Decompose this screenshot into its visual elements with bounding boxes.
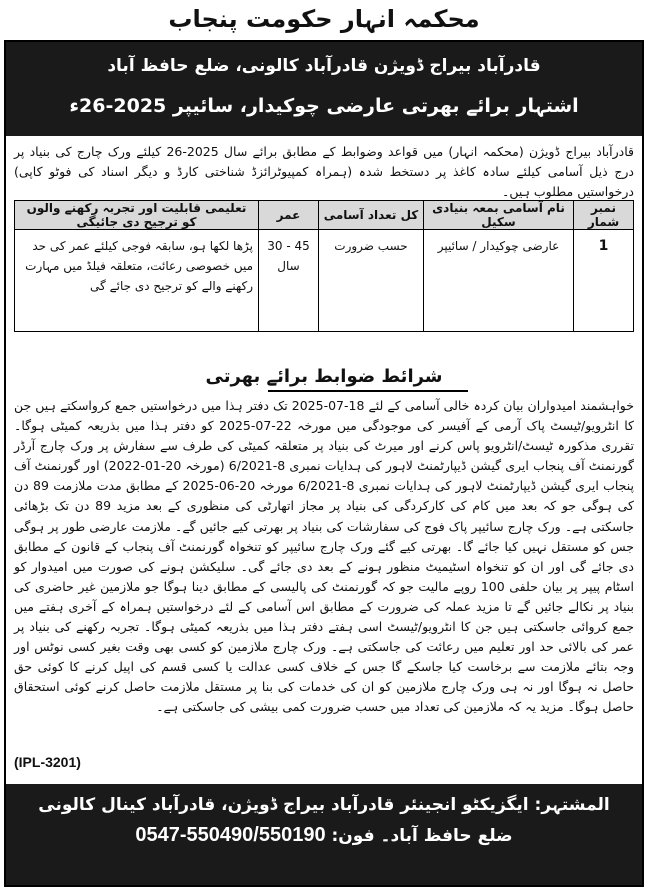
conditions-underline <box>268 390 468 392</box>
phone-number: 0547-550490/550190 <box>135 824 326 846</box>
intro-paragraph: قادرآباد بیراج ڈویژن (محکمہ انہار) میں قواعد وضوابط کے مطابق برائے سال 2025-26 کیلئے ورک چارج کی بنیاد پر درج ذیل آسامی کیلئے سادہ کاغذ پر دستخط شدہ (ہمراہ کمپیوٹرائزڈ شناختی کارڈ و دیگر اسناد کی فوٹو کاپی) درخواستیں مطلوب ہیں۔ <box>14 144 635 199</box>
header-post: نام آسامی بمعہ بنیادی سکیل <box>424 201 574 230</box>
header-band <box>6 42 642 136</box>
table-header-row <box>15 201 634 230</box>
footer-band <box>6 784 642 885</box>
header-qualification: تعلیمی قابلیت اور تجربہ رکھنے والوں کو ترجیح دی جائیگی <box>15 201 259 230</box>
header-count: کل تعداد آسامی <box>319 201 424 230</box>
conditions-text: خواہشمند امیدواران بیان کردہ خالی آسامی کے لئے 18-07-2025 تک دفتر ہذا میں درخواستیں جمع کرواسکتے ہیں جن کا انٹرویو/ٹیسٹ پاک آرمی کے آفیسر کی موجودگی میں مورخہ 22-07-2025 کو دفتر ہذا میں بذریعہ کمیٹی ہوگا۔ تقرری مذکورہ ٹیسٹ/انٹرویو پاس کرنے اور میرٹ کی بنیاد پر متعلقہ کمیٹی کی طرف سے سفارش پر ورک چارج آرڈر گورنمنٹ آف پنجاب ایری گیشن ڈیپارٹمنٹ لاہور کی ہدایات نمبری 8-6/2021 (مورخہ 20-01-2022) اور گورنمنٹ آف پنجاب ایری گیشن ڈیپارٹمنٹ لاہور کی ہدایات نمبری 8-6/2021 مورخہ 20-06-2025 کے مطابق مدت ملازمت 89 دن کی ہوگی جو کہ بعد میں کام کی کارکردگی کی بنیاد پر مجاز اتھارٹی کی منظوری کے بعد مزید 89 دن تک بڑھائی جاسکتی ہے۔ ورک چارج سائیپر پاک فوج کی سفارشات کی بنیاد پر بھرتی کیے جائیں گے۔ ملازمت عارضی طور پر ہوگی جس کو مستقل نہیں کیا جائے گا۔ بھرتی کیے گئے ورک چارج سائیپر کو تنخواہ گورنمنٹ آف پنجاب کے قانون کے مطابق دی جائے گی اور ان کو تنخواہ اسٹیمیٹ منظور ہونے کے بعد دی جائے گی۔ سلیکشن ہونے کی صورت میں امیدوار کو اسٹام پیپر پر بیان حلفی 100 روپے مالیت جو کہ گورنمنٹ کی پالیسی کے مطابق دینا ہوگا جو ملازمین غیر حاضری کی بنیاد پر نکالے جائیں گے تا مزید عملہ کی ضرورت کے مطابق اس آسامی کے لئے درخواستیں ہمراہ کے آخری ہفتے میں جمع کروائی جاسکتی ہیں جن کا انٹرویو/ٹیسٹ اسی ہفتے دفتر ہذا میں بذریعہ کمیٹی ہوگا۔ تجربہ رکھنے کی بنیاد پر عمر کی بالائی حد اور تعلیم میں رعائت کی جاسکتی ہے۔ ورک چارج ملازمین کو کسی بھی وقت بغیر کسی نوٹس اور وجہ بتائے ملازمت سے برخاست کیا جاسکے گا جس کے خلاف کسی عدالت یا کسی قسم کی اپیل کرنے کا کوئی حق حاصل نہ ہوگا اور نہ ہی ورک چارج ملازمین کو ان کی خدمات کی بنا پر مستقل ملازمت حاصل کرنے کوئی استحقاق حاصل ہوگا۔ مزید یہ کہ ملازمین کی تعداد میں حسب ضرورت کمی بیشی کی جاسکتی ہے۔ <box>14 398 635 715</box>
reference-code: (IPL-3201) <box>14 754 81 770</box>
cell-post: عارضی چوکیدار / سائیپر <box>424 230 574 332</box>
advertiser-line: المشتہر: ایگزیکٹو انجینئر قادرآباد بیراج ڈویژن، قادرآباد کینال کالونی <box>38 795 610 815</box>
cell-qualification: پڑھا لکھا ہو، سابقہ فوجی کیلئے عمر کی حد میں خصوصی رعائت، متعلقہ فیلڈ میں مہارت رکھنے والے کو ترجیح دی جائے گی <box>15 230 259 332</box>
division-address: قادرآباد بیراج ڈویژن قادرآباد کالونی، ضلع حافظ آباد <box>107 56 541 76</box>
conditions-heading: شرائط ضوابط برائے بھرتی <box>205 366 443 387</box>
page-title: محکمہ انہار حکومت پنجاب <box>168 5 480 33</box>
posts-table <box>14 200 634 332</box>
table-row <box>15 230 634 332</box>
cell-serial: 1 <box>574 230 634 332</box>
advertisement-frame <box>4 40 644 887</box>
cell-age <box>259 230 319 332</box>
header-age: عمر <box>259 201 319 230</box>
advertisement-heading: اشتہار برائے بھرتی عارضی چوکیدار، سائیپر 2025-26ء <box>69 95 579 117</box>
contact-line <box>6 820 642 851</box>
cell-count: حسب ضرورت <box>319 230 424 332</box>
header-serial: نمبر شمار <box>574 201 634 230</box>
age-range: 30 - 45 <box>267 239 310 253</box>
district-phone-label: ضلع حافظ آباد۔ فون: <box>331 826 513 846</box>
age-unit: سال <box>277 259 300 273</box>
